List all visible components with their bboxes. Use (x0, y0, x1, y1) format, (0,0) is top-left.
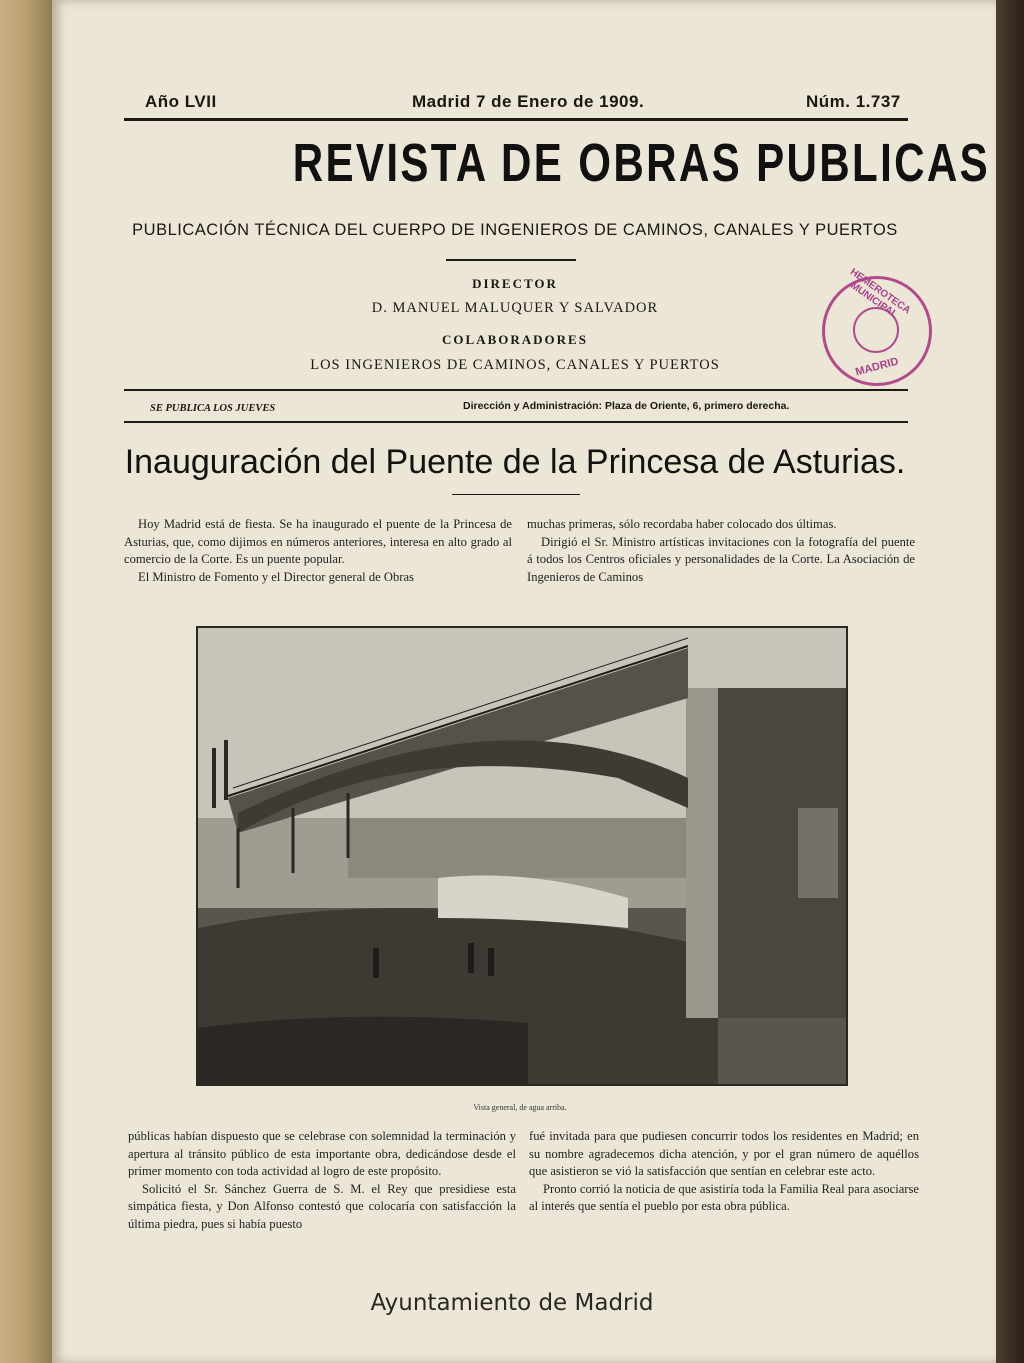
info-rule-top (124, 389, 908, 391)
book-binding (0, 0, 52, 1363)
bridge-illustration (198, 628, 846, 1084)
page-edge (996, 0, 1024, 1363)
paragraph: públicas habían dispuesto que se celebrase con solemnidad la terminación y apertura al tránsito público de esta importante obra, dedicándose desde el primer momento con toda actividad al logro de este propósito. (128, 1129, 516, 1179)
column-left-bottom (128, 1128, 516, 1234)
subtitle-divider (446, 259, 576, 261)
column-left-top (124, 516, 512, 586)
library-stamp (822, 266, 932, 386)
collaborators-heading: COLABORADORES (442, 332, 588, 347)
issue-year: Año LVII (145, 92, 217, 111)
paragraph: fué invitada para que pudiesen concurrir todos los residentes en Madrid; en su nombre agradecemos dicha atención, y por el gran número de aquéllos que asistieron se vió la satisfacción que sentían en celebrar este acto. (529, 1129, 919, 1179)
column-right-bottom (529, 1128, 919, 1216)
stamp-bottom-text: MADRID (854, 355, 900, 379)
column-right-top (527, 516, 915, 586)
publication-address: Dirección y Administración: Plaza de Oriente, 6, primero derecha. (463, 400, 790, 412)
masthead-subtitle: PUBLICACIÓN TÉCNICA DEL CUERPO DE INGENIEROS DE CAMINOS, CANALES Y PUERTOS (132, 221, 898, 239)
article-title: Inauguración del Puente de la Princesa de Asturias. (124, 443, 906, 481)
header-rule (124, 118, 908, 121)
paragraph: El Ministro de Fomento y el Director general de Obras (138, 569, 414, 584)
photo-caption: Vista general, de agua arriba. (473, 1103, 567, 1112)
info-rule-bottom (124, 421, 908, 423)
collaborators-text: LOS INGENIEROS DE CAMINOS, CANALES Y PUERTOS (310, 357, 720, 373)
paragraph: Dirigió el Sr. Ministro artísticas invitaciones con la fotografía del puente á todos los Centros oficiales y personalidades de la Corte. La Asociación de Ingenieros de Caminos (527, 534, 915, 584)
issue-date: Madrid 7 de Enero de 1909. (412, 92, 645, 111)
bridge-photograph (196, 626, 848, 1086)
director-heading: DIRECTOR (472, 276, 558, 291)
issue-number: Núm. 1.737 (806, 92, 901, 111)
title-divider (452, 494, 580, 495)
publication-frequency: SE PUBLICA LOS JUEVES (150, 403, 276, 414)
paragraph: muchas primeras, sólo recordaba haber colocado dos últimas. (527, 517, 837, 531)
paragraph: Solicitó el Sr. Sánchez Guerra de S. M. el Rey que presidiese esta simpática fiesta, y Don Alfonso contestó que colocaría con satisfacción la última piedra, pues si había puesto (128, 1181, 516, 1231)
paragraph: Pronto corrió la noticia de que asistiría toda la Familia Real para asociarse al interés que sentía el pueblo por esta obra pública. (529, 1181, 919, 1214)
footer-watermark: Ayuntamiento de Madrid (370, 1290, 654, 1316)
masthead-title: REVISTA DE OBRAS PUBLICAS (292, 133, 991, 193)
stamp-top-text: HEMEROTECA MUNICIPAL (847, 266, 913, 321)
paragraph: Hoy Madrid está de fiesta. Se ha inaugurado el puente de la Princesa de Asturias, que, como dijimos en números anteriores, interesa en alto grado al comercio de la Corte. Es un puente popular. (124, 517, 512, 567)
director-name: D. MANUEL MALUQUER Y SALVADOR (371, 300, 659, 316)
